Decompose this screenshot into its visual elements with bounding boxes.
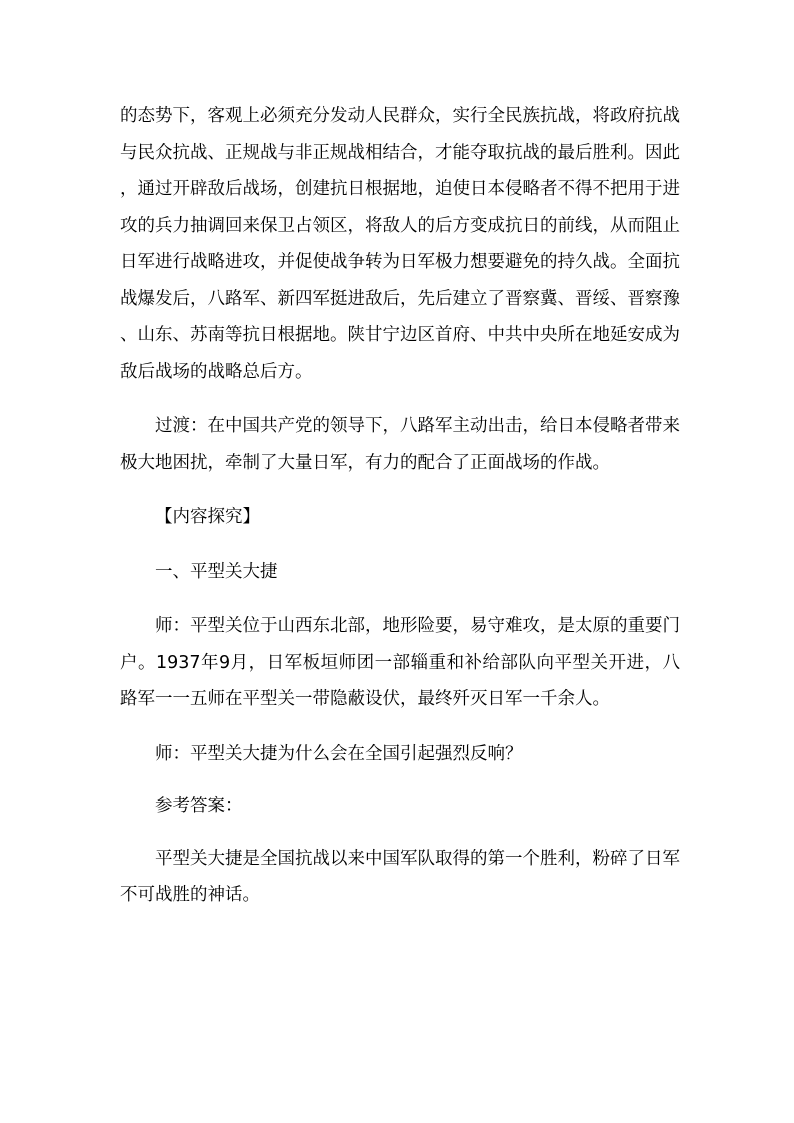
paragraph-teacher-intro: 师：平型关位于山西东北部，地形险要，易守难攻，是太原的重要门户。1937年9月，日军板垣师团一部辎重和补给部队向平型关开进，八路军一一五师在平型关一带隐蔽设伏，最终歼灭日军一千余人。 bbox=[120, 616, 680, 709]
paragraph-reference-answer-label: 参考答案： bbox=[155, 796, 243, 816]
paragraph-transition: 过渡：在中国共产党的领导下，八路军主动出击，给日本侵略者带来极大地困扰，牵制了大量日军，有力的配合了正面战场的作战。 bbox=[120, 416, 680, 473]
paragraph-answer: 平型关大捷是全国抗战以来中国军队取得的第一个胜利，粉碎了日军不可战胜的神话。 bbox=[120, 848, 680, 905]
section-heading-content-inquiry: 【内容探究】 bbox=[155, 507, 260, 527]
document-body bbox=[120, 98, 680, 914]
subheading-pingxingguan: 一、平型关大捷 bbox=[155, 561, 278, 582]
paragraph-teacher-question: 师：平型关大捷为什么会在全国引起强烈反响？ bbox=[155, 743, 523, 764]
paragraph-strategy: 的态势下，客观上必须充分发动人民群众，实行全民族抗战，将政府抗战与民众抗战、正规战与非正规战相结合，才能夺取抗战的最后胜利。因此，通过开辟敌后战场，创建抗日根据地，迫使日本侵略者不得不把用于进攻的兵力抽调回来保卫占领区，将敌人的后方变成抗日的前线，从而阻止日军进行战略进攻，并促使战争转为日军极力想要避免的持久战。全面抗战爆发后，八路军、新四军挺进敌后，先后建立了晋察冀、晋绥、晋察豫、山东、苏南等抗日根据地。陕甘宁边区首府、中共中央所在地延安成为敌后战场的战略总后方。 bbox=[120, 106, 680, 382]
